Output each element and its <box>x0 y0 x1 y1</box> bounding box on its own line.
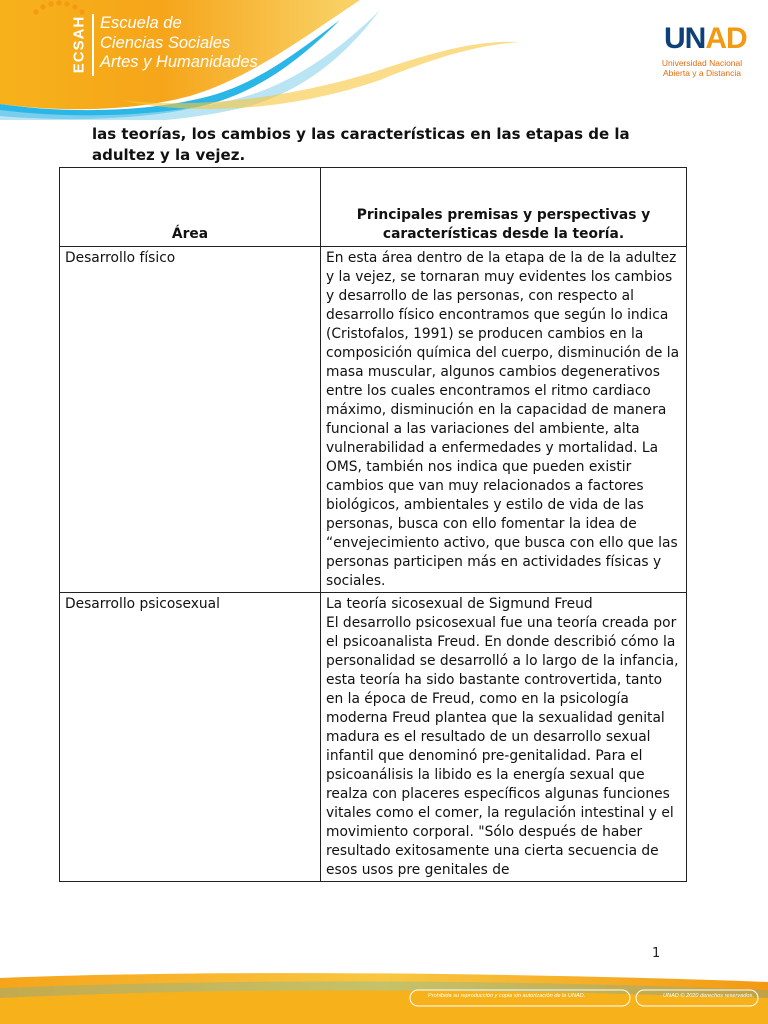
row-text-physical: En esta área dentro de la etapa de la de la adultez y la vejez, se tornaran muy evidentes los cambios y desarrollo de las personas, con respecto al desarrollo físico encontramos que según lo indica (Cristofalos, 1991) se producen cambios en la composición química del cuerpo, disminución de la masa muscular, algunos cambios degenerativos entre los cuales encontramos el ritmo cardiaco máximo, disminución en la capacidad de manera funcional a las variaciones del ambiente, alta vulnerabilidad a enfermedades y mortalidad. La OMS, también nos indica que pueden existir cambios que van muy relacionados a factores biológicos, ambientales y estilo de vida de las personas, busca con ello fomentar la idea de “envejecimiento activo, que busca con ello que las personas participen más en actividades físicas y sociales. <box>321 247 687 593</box>
footer-banner <box>0 968 768 1024</box>
table-header-row <box>60 168 687 247</box>
footer-rights: UNAD © 2020 derechos reservados. <box>663 993 754 999</box>
footer-notice: Prohibida su reproducción y copia sin autorización de la UNAD. <box>428 993 586 999</box>
row-text-psychosexual <box>321 593 687 882</box>
header-area: Área <box>60 168 321 247</box>
table-row <box>60 247 687 593</box>
faculty-line-3: Artes y Humanidades <box>100 53 258 71</box>
faculty-abbrev: ECSAH <box>70 15 88 74</box>
footer-swoosh <box>0 968 768 1024</box>
theory-table <box>59 167 687 882</box>
unad-logo-icon <box>0 0 116 80</box>
page-number: 1 <box>652 946 661 961</box>
row-area-physical: Desarrollo físico <box>60 247 321 593</box>
table-row <box>60 593 687 882</box>
faculty-line-1: Escuela de <box>100 14 182 32</box>
unad-subtitle: Universidad Nacional Abierta y a Distancia <box>661 58 743 78</box>
row-area-psychosexual: Desarrollo psicosexual <box>60 593 321 882</box>
intro-text: las teorías, los cambios y las características en las etapas de la adultez y la vejez. <box>92 125 630 164</box>
row-text-body: El desarrollo psicosexual fue una teoría creada por el psicoanalista Freud. En donde describió cómo la personalidad se desarrolló a lo largo de la infancia, esta teoría ha sido bastante controvertida, tanto en la época de Freud, como en la psicología moderna Freud plantea que la sexualidad genital madura es el resultado de un desarrollo sexual infantil que denominó pre-genitalidad. Para el psicoanálisis la libido es la energía sexual que realza con placeres específicos algunas funciones vitales como el comer, la regulación intestinal y el movimiento corporal. "Sólo después de haber resultado exitosamente una cierta secuencia de esos usos pre genitales de <box>326 615 679 878</box>
faculty-name <box>100 14 258 73</box>
header-banner <box>0 0 768 120</box>
unad-wordmark: UNAD <box>664 22 747 55</box>
faculty-line-2: Ciencias Sociales <box>100 33 231 52</box>
header-premises: Principales premisas y perspectivas y características desde la teoría. <box>321 168 687 247</box>
row-text-title: La teoría sicosexual de Sigmund Freud <box>326 596 593 612</box>
